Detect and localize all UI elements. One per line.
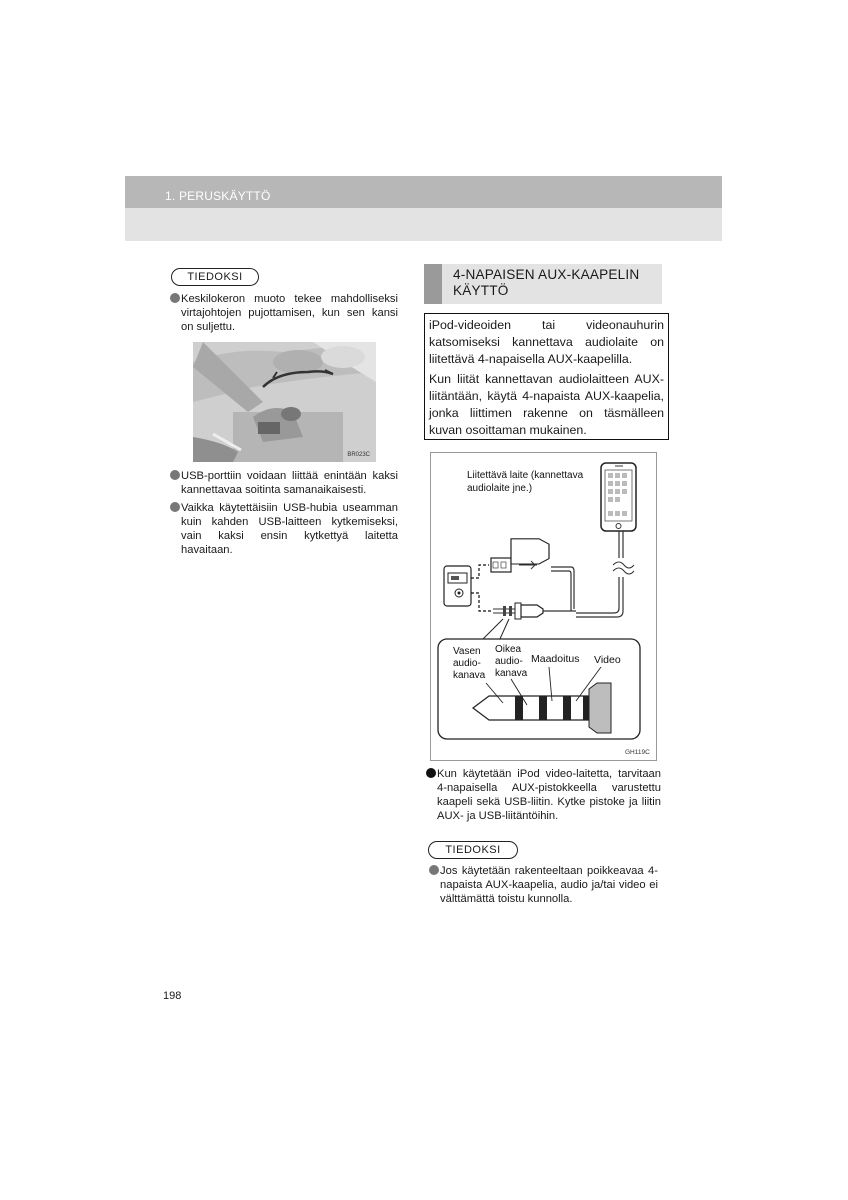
usb-plug-icon — [491, 539, 549, 572]
note-label: TIEDOKSI — [171, 268, 259, 286]
note-item — [181, 292, 398, 334]
car-socket-icon — [444, 566, 471, 606]
note-item — [440, 864, 658, 906]
note-item-text: Keskilokeron muoto tekee mahdolliseksi virtajohtojen pujottamisen, kun sen kansi on suljettu. — [181, 293, 398, 333]
note-item-text: USB-porttiin voidaan liittää enintään kaksi kannettavaa soitinta samanaikaisesti. — [181, 470, 398, 496]
section-heading — [424, 264, 662, 304]
heading-bar — [424, 264, 442, 304]
right-channel-label: audio- — [495, 656, 523, 667]
note-item-text: Vaikka käytettäisiin USB-hubia useamman kuin kahden USB-laitteen kytkemiseksi, vain kaksi ensin kytkettyä laitetta havaitaan. — [181, 502, 398, 556]
right-channel-label: kanava — [495, 668, 528, 679]
chapter-title: 1. PERUSKÄYTTÖ — [165, 189, 271, 203]
left-channel-label: kanava — [453, 670, 486, 681]
page-number: 198 — [163, 990, 182, 1002]
ground-label: Maadoitus — [531, 653, 580, 665]
info-item-text: Kun käytetään iPod video-laitetta, tarvitaan 4-napaisella AUX-pistokkeella varustettu kaapeli sekä USB-liitin. Kytke pistoke ja liitin AUX- ja USB-liitäntöihin. — [437, 768, 661, 822]
header-band — [125, 208, 722, 241]
note-item — [181, 469, 398, 497]
break-mark-icon — [613, 562, 634, 568]
phone-icon — [601, 463, 636, 531]
left-channel-label: audio- — [453, 658, 481, 669]
bullet-icon — [170, 293, 180, 303]
bullet-icon — [429, 865, 439, 875]
device-label-line1: Liitettävä laite (kannettava — [467, 470, 584, 481]
left-channel-label: Vasen — [453, 646, 481, 657]
video-label: Video — [594, 654, 621, 666]
chapter-header — [125, 176, 722, 208]
note-item — [181, 501, 398, 557]
intro-paragraph: Kun liität kannettavan audiolaitteen AUX-liitäntään, käytä 4-napaista AUX-kaapelia, jonka liittimen rakenne on täsmälleen kuvan osoittaman mukainen. — [429, 372, 664, 437]
aux-plug-icon — [493, 603, 576, 619]
aux-cable-diagram — [430, 452, 657, 761]
section-title: 4-NAPAISEN AUX-KAAPELIN KÄYTTÖ — [453, 267, 640, 298]
intro-paragraph: iPod-videoiden tai videonauhurin katsomiseksi kannettava audiolaite on liitettävä 4-napaisella AUX-kaapelilla. — [429, 318, 664, 366]
photo-code: BR023C — [347, 452, 370, 458]
note-item-text: Jos käytetään rakenteeltaan poikkeavaa 4-napaista AUX-kaapelia, audio ja/tai video ei välttämättä toistu kunnolla. — [440, 865, 658, 905]
console-photo — [193, 342, 376, 462]
note-label: TIEDOKSI — [428, 841, 518, 859]
diagram-code: GH119C — [625, 749, 650, 756]
info-item — [437, 767, 661, 823]
bullet-icon — [426, 768, 436, 778]
right-channel-label: Oikea — [495, 644, 522, 655]
device-label-line2: audiolaite jne.) — [467, 483, 533, 494]
bullet-icon — [170, 502, 180, 512]
bullet-icon — [170, 470, 180, 480]
intro-box — [424, 313, 669, 440]
